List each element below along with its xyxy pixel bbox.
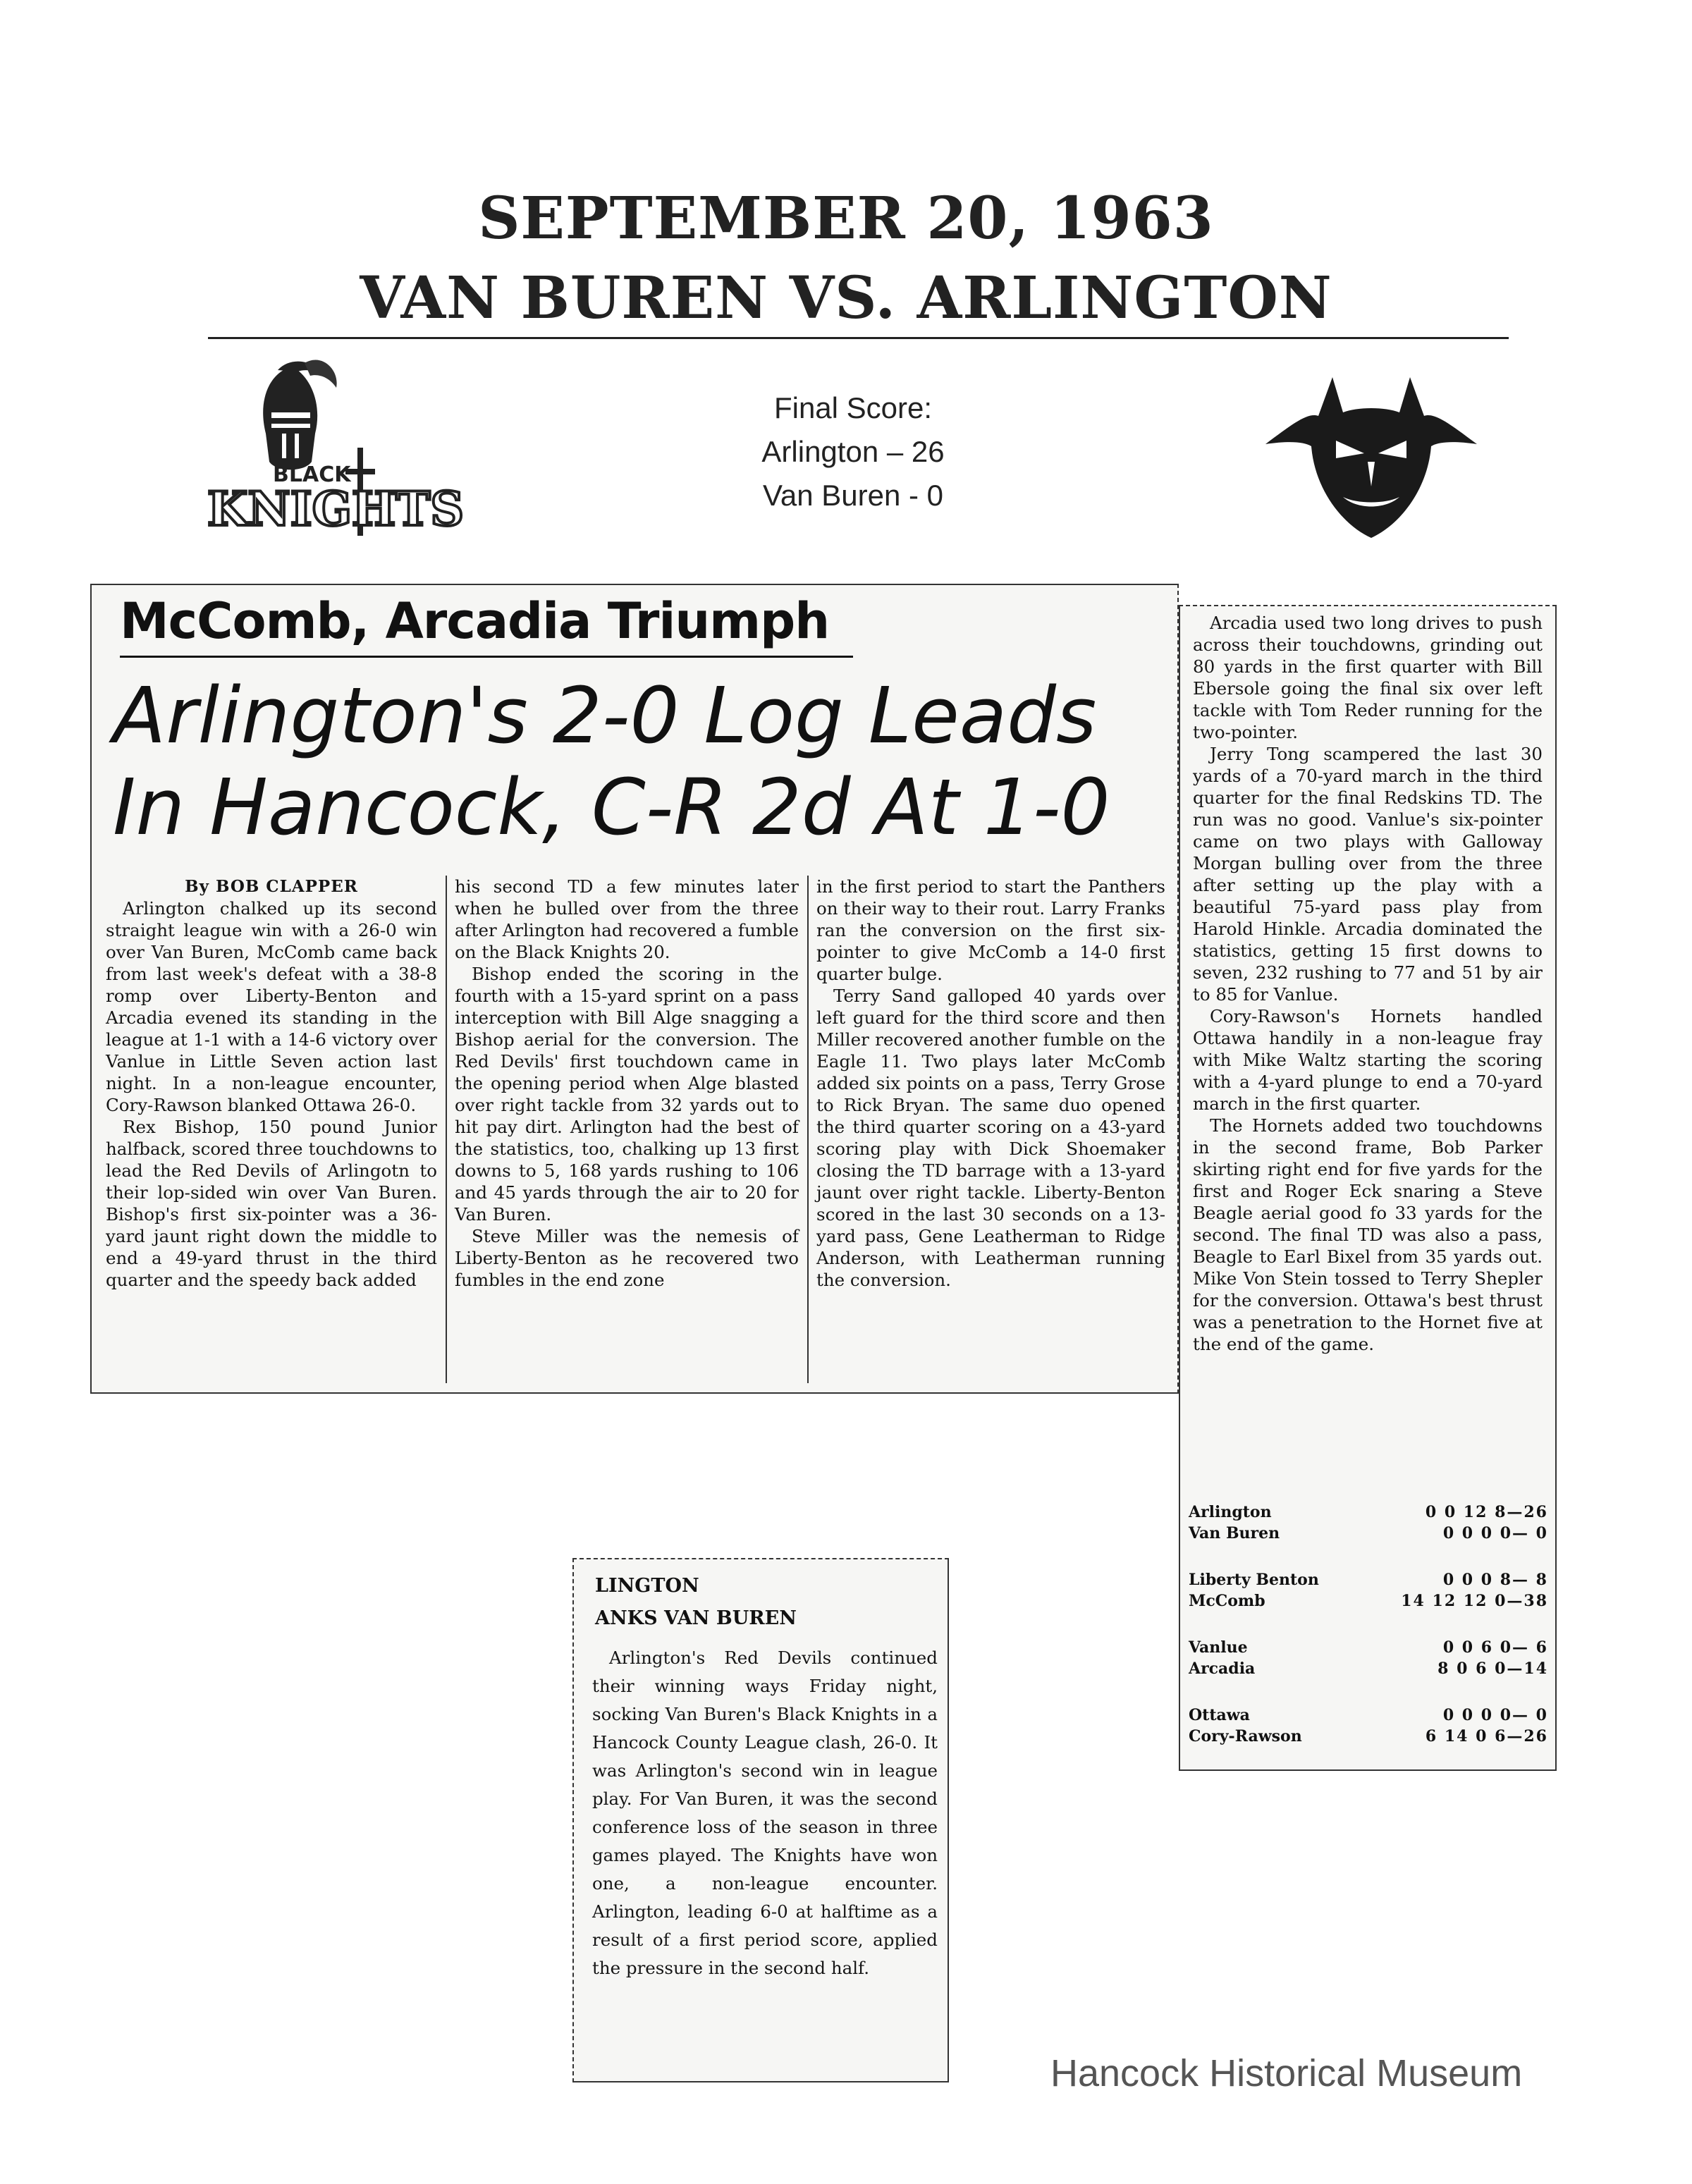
box-score-line: 0 0 0 0— 0 <box>1442 1524 1548 1542</box>
article-paragraph: his second TD a few minutes later when he bulled over from the three after Arlington had recovered a fumble on the Black Knights 20. <box>455 876 799 962</box>
article-paragraph: Jerry Tong scampered the last 30 yards of a 70-yard march in the third quarter for the final Redskins TD. The run was no good. Vanlue's six-pointer came on two plays with Galloway Morgan bulling over from the three after setting up the play with a beautiful 75-yard pass play from Harold Hinkle. Arcadia dominated the statistics, getting 15 first downs to seven, 232 rushing to 77 and 51 by air to 85 for Vanlue. <box>1193 744 1543 1005</box>
box-score-line: 6 14 0 6—26 <box>1425 1727 1548 1746</box>
box-score-game <box>1189 1705 1548 1747</box>
bottom-article-headline-1: LINGTON <box>595 1575 699 1597</box>
museum-watermark: Hancock Historical Museum <box>1050 2052 1523 2094</box>
box-score-team: McComb <box>1189 1592 1265 1610</box>
box-score-game <box>1189 1569 1548 1612</box>
right-article-column <box>1193 612 1543 1355</box>
article-paragraph: Steve Miller was the nemesis of Liberty-Benton as he recovered two fumbles in the end zone <box>455 1226 799 1290</box>
article-paragraph: Cory-Rawson's Hornets handled Ottawa handily in a non-league fray with Mike Waltz starting the scoring with a 4-yard plunge to end a 70-yard march in the first quarter. <box>1193 1006 1543 1114</box>
box-score-line: 14 12 12 0—38 <box>1401 1592 1548 1610</box>
article-headline <box>113 670 1170 853</box>
box-score-table <box>1189 1502 1548 1772</box>
headline-line-1: Arlington's 2-0 Log Leads <box>113 670 1097 761</box>
bottom-article-body <box>592 1644 938 1982</box>
article-paragraph: Arcadia used two long drives to push across their touchdowns, grinding out 80 yards in the first quarter with Bill Ebersole going the final six over left tackle with Tom Reder running for the two-pointer. <box>1193 613 1543 742</box>
article-paragraph: Arlington's Red Devils continued their winning ways Friday night, socking Van Buren's Black Knights in a Hancock County League clash, 26-0. It was Arlington's second win in league play. For Van Buren, it was the second conference loss of the season in three games played. The Knights have won one, a non-league encounter. Arlington, leading 6-0 at halftime as a result of a first period score, applied the pressure in the second half. <box>592 1648 938 1978</box>
right-newspaper-clipping <box>1179 605 1557 1771</box>
box-score-line: 0 0 0 0— 0 <box>1442 1706 1548 1724</box>
box-score-team: Cory-Rawson <box>1189 1727 1302 1746</box>
box-score-game <box>1189 1502 1548 1544</box>
article-paragraph: in the first period to start the Panthers on their way to their rout. Larry Franks ran the conversion on the first six-pointer to give McComb a 14-0 first quarter bulge. <box>816 876 1165 984</box>
box-score-team: Van Buren <box>1189 1524 1280 1542</box>
box-score-line: 8 0 6 0—14 <box>1437 1660 1548 1678</box>
kicker-underline <box>120 656 853 658</box>
box-score-team: Arlington <box>1189 1503 1272 1521</box>
box-score-team: Liberty Benton <box>1189 1571 1319 1589</box>
final-score-arlington: Arlington – 26 <box>761 435 945 468</box>
box-score-line: 0 0 6 0— 6 <box>1442 1638 1548 1657</box>
box-score-team: Vanlue <box>1189 1638 1248 1657</box>
red-devil-logo <box>1265 363 1477 539</box>
article-column-3 <box>816 876 1165 1291</box>
page-title-matchup: VAN BUREN VS. ARLINGTON <box>360 264 1332 332</box>
final-score-label: Final Score: <box>773 391 933 424</box>
bottom-article-headline-2: ANKS VAN BUREN <box>595 1607 797 1629</box>
main-newspaper-clipping <box>90 584 1179 1394</box>
article-paragraph: Terry Sand galloped 40 yards over left guard for the third score and then Miller recovered another fumble on the Eagle 11. Two plays later McComb added six points on a pass, Terry Grose to Rick Bryan. The same duo opened the third quarter scoring on a 43-yard scoring play with Dick Shoemaker closing the TD barrage with a 13-yard jaunt over right tackle. Liberty-Benton scored in the last 30 seconds on a 13-yard pass, Gene Leatherman to Ridge Anderson, with Leatherman running the conversion. <box>816 986 1165 1290</box>
final-score-block <box>663 386 1043 517</box>
article-paragraph: Rex Bishop, 150 pound Junior halfback, scored three touchdowns to lead the Red Devils of Arlingotn to their lop-sided win over Van Buren. Bishop's first six-pointer was a 36-yard jaunt right down the middle to end a 49-yard thrust in the third quarter and the speedy back added <box>106 1117 437 1290</box>
article-paragraph: Bishop ended the scoring in the fourth with a 15-yard sprint on a pass interception with Bill Alge snagging a Bishop aerial for the conversion. The Red Devils' first touchdown came in the opening period when Alge blasted over right tackle from 32 yards out to hit pay dirt. Arlington had the best of the statistics, too, chalking up 13 first downs to 5, 168 yards rushing to 106 and 45 yards through the air to 20 for Van Buren. <box>455 964 799 1225</box>
box-score-line: 0 0 12 8—26 <box>1425 1503 1548 1521</box>
article-kicker: McComb, Arcadia Triumph <box>120 592 830 650</box>
page-title-date: SEPTEMBER 20, 1963 <box>478 185 1214 252</box>
header-divider <box>208 337 1509 339</box>
headline-line-2: In Hancock, C-R 2d At 1-0 <box>113 762 1110 852</box>
article-paragraph: The Hornets added two touchdowns in the second frame, Bob Parker skirting right end for five yards for the first and Roger Eck snaring a Steve Beagle aerial good fo 33 yards for the second. The final TD was also a pass, Beagle to Earl Bixel from 35 yards out. Mike Von Stein tossed to Terry Shepler for the conversion. Ottawa's best thrust was a penetration to the Hornet five at the end of the game. <box>1193 1115 1543 1354</box>
article-column-1 <box>106 876 437 1291</box>
logo-text-black: BLACK <box>273 462 351 487</box>
article-paragraph: Arlington chalked up its second straight league win with a 26-0 win over Van Buren, McComb came back from last week's defeat with a 38-8 romp over Liberty-Benton and Arcadia evened its standing in the league at 1-1 with a 14-6 victory over Vanlue in Little Seven action last night. In a non-league encounter, Cory-Rawson blanked Ottawa 26-0. <box>106 898 437 1115</box>
black-knights-logo <box>199 356 465 539</box>
bottom-newspaper-clipping <box>572 1558 949 2082</box>
article-column-2 <box>455 876 799 1291</box>
box-score-team: Arcadia <box>1189 1660 1256 1678</box>
logo-text-knights: KNIGHTS <box>207 481 465 536</box>
article-byline: By BOB CLAPPER <box>185 877 358 896</box>
box-score-line: 0 0 0 8— 8 <box>1442 1571 1548 1589</box>
article-columns <box>92 876 1177 1383</box>
box-score-game <box>1189 1637 1548 1679</box>
box-score-team: Ottawa <box>1189 1706 1250 1724</box>
final-score-van-buren: Van Buren - 0 <box>762 479 944 512</box>
